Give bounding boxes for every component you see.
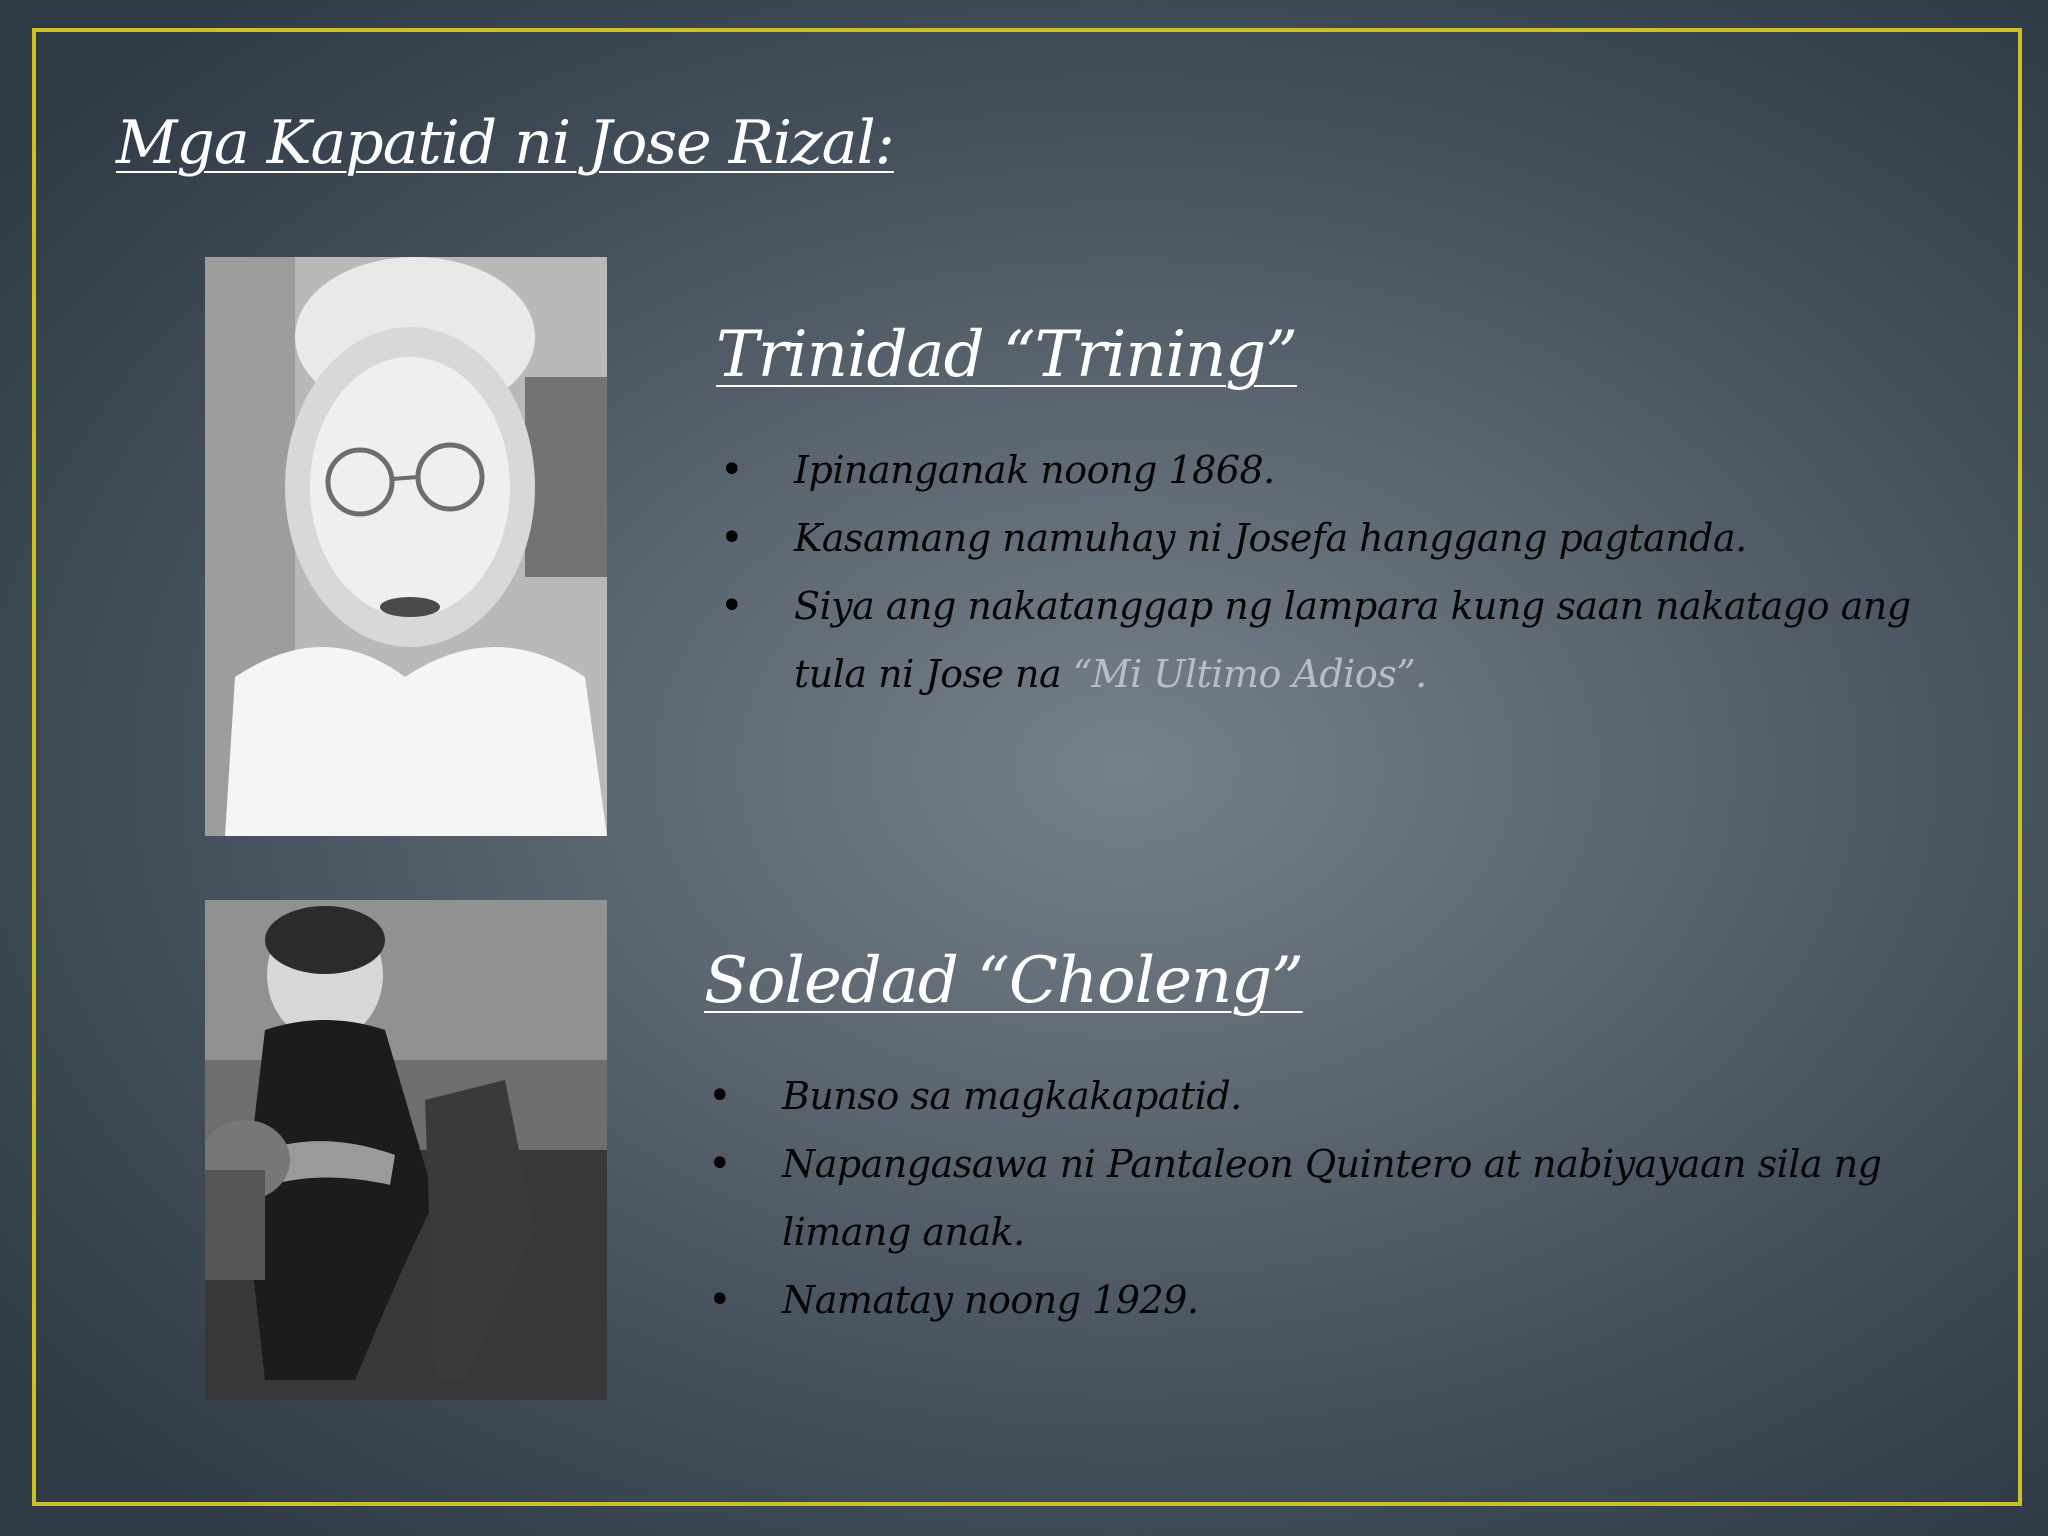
bullet-text: Ipinanganak noong 1868. (794, 448, 1275, 492)
bullet-text: Bunso sa magkakapatid. (782, 1074, 1242, 1118)
section-trinidad (716, 318, 1976, 708)
bullet-icon: • (708, 1073, 732, 1119)
bullet-icon: • (720, 515, 744, 561)
list-item (704, 1266, 1974, 1334)
section-heading: Soledad “Choleng” (704, 944, 1303, 1018)
bullet-list (704, 1062, 1974, 1334)
poem-title: “Mi Ultimo Adios”. (1072, 652, 1427, 696)
list-item (716, 504, 1976, 572)
portrait-photo-soledad (205, 900, 607, 1400)
bullet-icon: • (708, 1277, 732, 1323)
list-item (704, 1130, 1974, 1266)
bullet-text: Napangasawa ni Pantaleon Quintero at nabiyayaan sila ng limang anak. (782, 1142, 1882, 1254)
bullet-text: Kasamang namuhay ni Josefa hanggang pagtanda. (794, 516, 1747, 560)
slide-title: Mga Kapatid ni Jose Rizal: (116, 108, 894, 178)
bullet-icon: • (720, 583, 744, 629)
list-item (704, 1062, 1974, 1130)
bullet-text: Namatay noong 1929. (782, 1278, 1199, 1322)
list-item (716, 436, 1976, 504)
portrait-photo-trinidad (205, 257, 607, 836)
bullet-list (716, 436, 1976, 708)
list-item (716, 572, 1976, 708)
section-heading: Trinidad “Trining” (716, 318, 1297, 392)
section-soledad (704, 944, 1974, 1334)
bullet-icon: • (720, 447, 744, 493)
bullet-icon: • (708, 1141, 732, 1187)
bullet-text: Siya ang nakatanggap ng lampara kung saan nakatago ang tula ni Jose na (794, 584, 1911, 696)
